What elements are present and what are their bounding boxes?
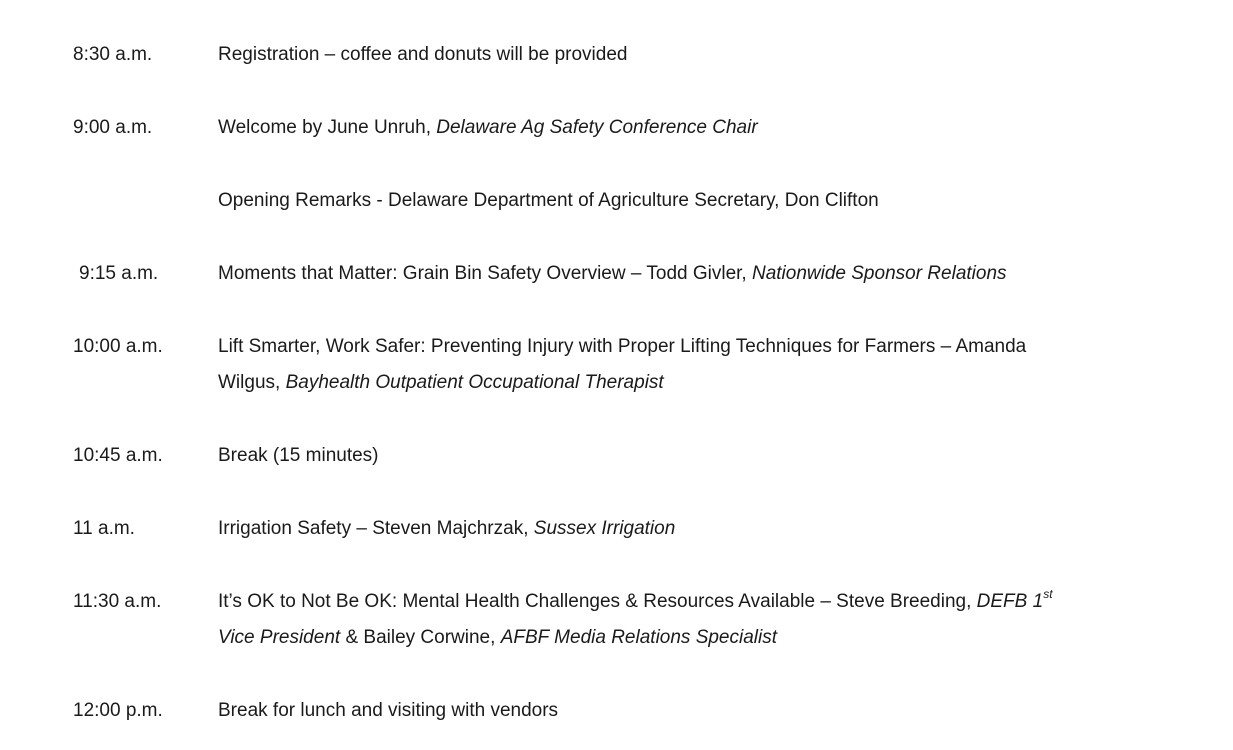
agenda-description-line — [218, 365, 1178, 401]
agenda-description-line: Break (15 minutes) — [218, 445, 379, 466]
agenda-description-line: Break for lunch and visiting with vendors — [218, 700, 559, 721]
session-text: Irrigation Safety – Steven Majchrzak, — [218, 518, 534, 539]
agenda-time: 9:15 a.m. — [79, 263, 159, 284]
agenda-description — [218, 256, 1178, 292]
speaker-title: Delaware Ag Safety Conference Chair — [436, 117, 758, 138]
speaker-title: AFBF Media Relations Specialist — [500, 627, 778, 648]
speaker-title: Bayhealth Outpatient Occupational Therapist — [285, 372, 664, 393]
agenda-description-line: Registration – coffee and donuts will be provided — [218, 44, 628, 65]
agenda-description — [218, 329, 1178, 401]
session-text: It’s OK to Not Be OK: Mental Health Challenges & Resources Available – Steve Breeding, — [218, 591, 977, 612]
speaker-text: Welcome by June Unruh, — [218, 117, 437, 138]
agenda-description-line — [218, 110, 1178, 146]
agenda-time: 10:00 a.m. — [73, 336, 163, 357]
agenda-description-line — [218, 584, 1178, 620]
agenda-description — [218, 183, 1178, 219]
agenda-time: 9:00 a.m. — [73, 117, 153, 138]
agenda-description — [218, 438, 1178, 474]
agenda-time: 11 a.m. — [73, 518, 135, 539]
agenda-description — [218, 110, 1178, 146]
ordinal-suffix: st — [1043, 586, 1053, 601]
agenda-description-line: Opening Remarks - Delaware Department of Agriculture Secretary, Don Clifton — [218, 190, 879, 211]
speaker-title: Nationwide Sponsor Relations — [751, 263, 1007, 284]
agenda-description — [218, 511, 1178, 547]
speaker-text: Wilgus, — [218, 372, 286, 393]
agenda-time: 8:30 a.m. — [73, 44, 153, 65]
speaker-title: Vice President — [218, 627, 341, 648]
speaker-text: & Bailey Corwine, — [340, 627, 501, 648]
agenda-description — [218, 584, 1178, 656]
speaker-title: Sussex Irrigation — [533, 518, 676, 539]
agenda-description-line: Lift Smarter, Work Safer: Preventing Injury with Proper Lifting Techniques for Farmers – Amanda — [218, 336, 1027, 357]
session-text: Moments that Matter: Grain Bin Safety Overview – Todd Givler, — [218, 263, 752, 284]
agenda-description — [218, 37, 1178, 73]
agenda-time: 10:45 a.m. — [73, 445, 163, 466]
agenda-description-line — [218, 256, 1178, 292]
agenda-time: 12:00 p.m. — [73, 700, 163, 721]
agenda-description — [218, 693, 1178, 729]
speaker-title: DEFB 1 — [976, 591, 1044, 612]
agenda-description-line — [218, 511, 1178, 547]
agenda-description-line — [218, 620, 1178, 656]
agenda-time: 11:30 a.m. — [73, 591, 162, 612]
